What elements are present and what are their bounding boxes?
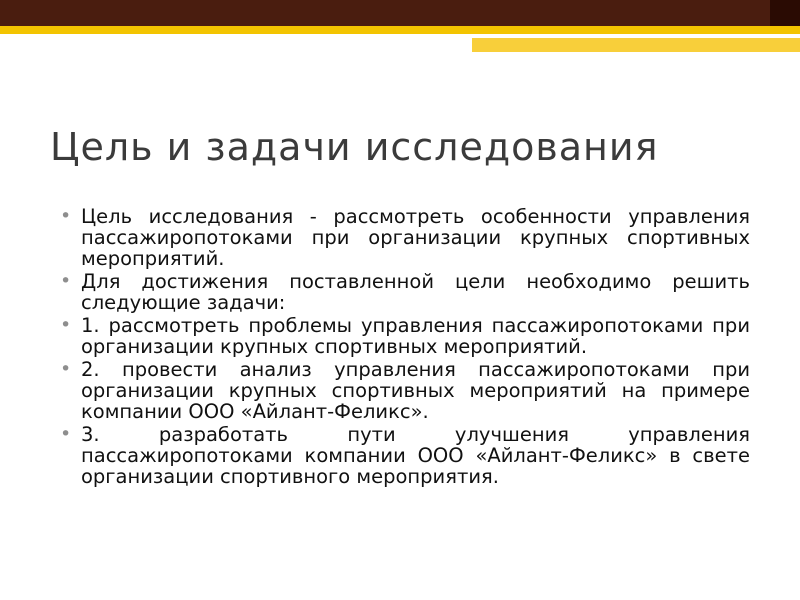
bullet-dot-icon: • [60,423,72,445]
bullet-text: 2. провести анализ управления пассажиропотоками при организации крупных спортивных мероприятий на примере компании ООО «Айлант-Феликс». [81,358,750,423]
bullet-text: 3. разработать пути улучшения управления пассажиропотоками компании ООО «Айлант-Феликс» в свете организации спортивного мероприятия. [81,423,750,488]
gold-accent-bar-secondary [472,38,800,52]
bullet-item-intro [60,271,750,313]
bullet-text: Цель исследования - рассмотреть особенности управления пассажиропотоками при организации крупных спортивных мероприятий. [81,205,750,270]
bullet-dot-icon: • [60,358,72,380]
bullet-text: 1. рассмотреть проблемы управления пассажиропотоками при организации крупных спортивных мероприятий. [81,314,750,358]
top-decor-band [0,0,800,26]
gold-accent-bar [0,26,800,34]
bullet-item-task-2 [60,359,750,422]
bullet-item-task-3 [60,424,750,487]
bullet-item-task-1 [60,315,750,357]
bullet-text: Для достижения поставленной цели необходимо решить следующие задачи: [81,270,750,314]
bullet-list [60,206,750,489]
slide-title: Цель и задачи исследования [50,125,659,169]
bullet-dot-icon: • [60,205,72,227]
top-corner-accent [770,0,800,26]
bullet-dot-icon: • [60,270,72,292]
bullet-item-goal [60,206,750,269]
bullet-dot-icon: • [60,314,72,336]
